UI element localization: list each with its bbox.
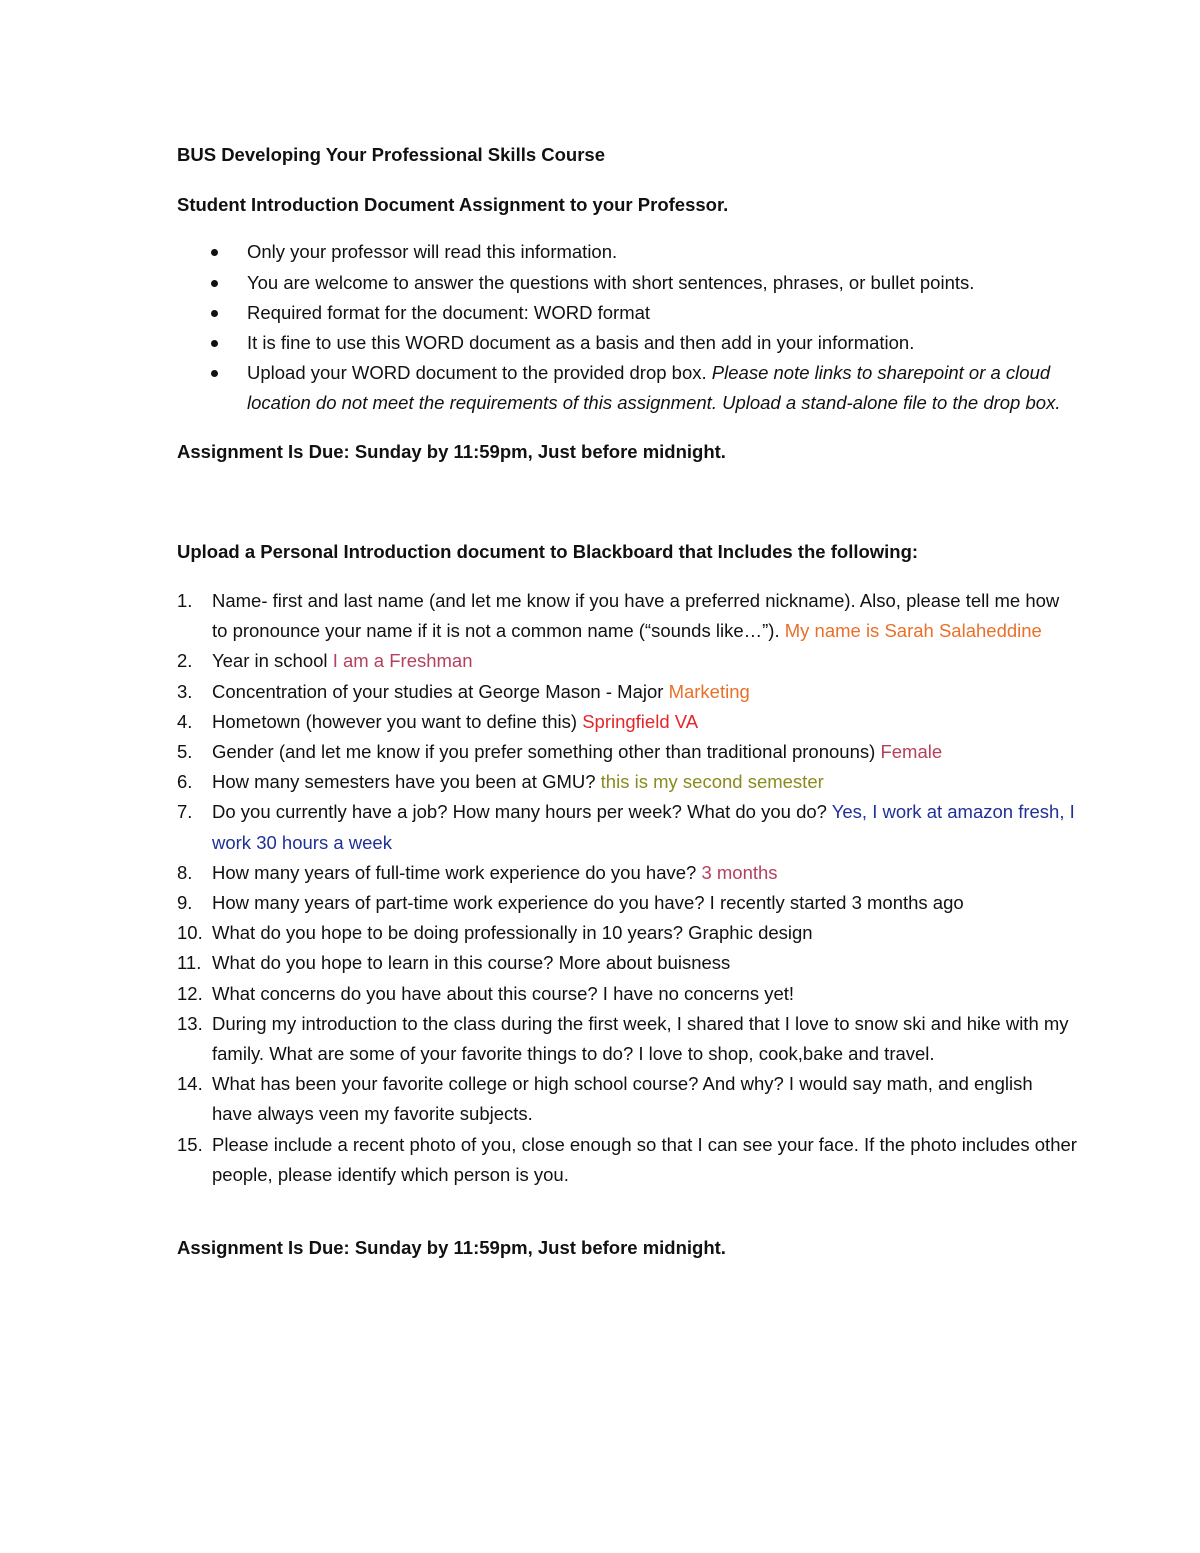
question-item — [177, 767, 1077, 797]
question-text: Name- first and last name (and let me know if you have a preferred nickname). Also, please tell me how to pronounce your name if it is not a common name (“sounds like…”). — [212, 590, 1060, 642]
due-notice: Assignment Is Due: Sunday by 11:59pm, Just before midnight. — [177, 440, 726, 462]
answer-text: this is my second semester — [600, 771, 824, 793]
bullet-text: Only your professor will read this information. — [247, 241, 618, 263]
question-text: Do you currently have a job? How many hours per week? What do you do? — [212, 801, 832, 823]
question-number: 8. — [177, 861, 193, 883]
upload-heading: Upload a Personal Introduction document to Blackboard that Includes the following: — [177, 540, 919, 562]
bullet-item — [177, 298, 1077, 328]
question-number: 2. — [177, 650, 193, 672]
course-title: BUS Developing Your Professional Skills Course — [177, 144, 606, 165]
bullet-item — [177, 358, 1077, 418]
answer-text: I am a Freshman — [332, 650, 473, 672]
question-number: 6. — [177, 771, 193, 793]
question-item — [177, 888, 1077, 918]
bullet-dot-icon — [211, 370, 218, 377]
question-item — [177, 858, 1077, 888]
question-number: 9. — [177, 892, 193, 914]
question-item — [177, 1069, 1077, 1129]
bullet-text: Required format for the document: WORD format — [247, 301, 651, 323]
assignment-title: Student Introduction Document Assignment to your Professor. — [177, 194, 729, 216]
question-number: 1. — [177, 590, 193, 612]
question-text: What has been your favorite college or high school course? And why? I would say math, and english have always veen my favorite subjects. — [212, 1073, 1033, 1125]
question-number: 5. — [177, 741, 193, 763]
question-text: Hometown (however you want to define this) — [212, 710, 583, 732]
question-number: 14. — [177, 1073, 203, 1095]
question-text: How many semesters have you been at GMU? — [212, 771, 601, 793]
question-item — [177, 707, 1077, 737]
question-text: How many years of part-time work experience do you have? I recently started 3 months ago — [212, 892, 964, 914]
bullet-text: Upload your WORD document to the provided drop box. — [247, 362, 712, 384]
question-number: 7. — [177, 801, 193, 823]
question-text: Please include a recent photo of you, close enough so that I can see your face. If the photo includes other people, please identify which person is you. — [212, 1133, 1077, 1185]
question-item — [177, 677, 1077, 707]
bullet-item — [177, 328, 1077, 358]
question-number: 12. — [177, 982, 203, 1004]
question-text: What concerns do you have about this course? I have no concerns yet! — [212, 982, 795, 1004]
bullet-text: You are welcome to answer the questions with short sentences, phrases, or bullet points. — [247, 271, 975, 293]
answer-text: Yes, I work at amazon fresh, I work 30 hours a week — [212, 801, 1075, 853]
question-item — [177, 1130, 1077, 1190]
question-item — [177, 979, 1077, 1009]
question-item — [177, 586, 1077, 646]
answer-text: Female — [880, 741, 943, 763]
question-item — [177, 918, 1077, 948]
question-number: 10. — [177, 922, 203, 944]
bullet-item — [177, 268, 1077, 298]
bullet-dot-icon — [211, 249, 218, 256]
bullet-dot-icon — [211, 340, 218, 347]
question-text: Year in school — [212, 650, 333, 672]
question-item — [177, 737, 1077, 767]
question-item — [177, 948, 1077, 978]
question-text: Gender (and let me know if you prefer something other than traditional pronouns) — [212, 741, 881, 763]
question-number: 11. — [177, 952, 202, 974]
bullet-italic-note: Please note links to sharepoint or a cloud location do not meet the requirements of this assignment. Upload a stand-alone file to the drop box. — [247, 362, 1061, 414]
instruction-bullets — [177, 237, 1077, 418]
question-text: What do you hope to learn in this course? More about buisness — [212, 952, 731, 974]
questions-list — [177, 586, 1077, 1190]
document-body — [177, 140, 1077, 1263]
bullet-dot-icon — [211, 310, 218, 317]
question-number: 3. — [177, 680, 193, 702]
due-notice-bottom: Assignment Is Due: Sunday by 11:59pm, Just before midnight. — [177, 1237, 726, 1259]
question-number: 15. — [177, 1133, 203, 1155]
question-text: How many years of full-time work experience do you have? — [212, 861, 702, 883]
question-number: 4. — [177, 710, 193, 732]
bullet-dot-icon — [211, 280, 218, 287]
question-text: During my introduction to the class during the first week, I shared that I love to snow ski and hike with my family. What are some of your favorite things to do? I love to shop, cook,bake and travel. — [212, 1012, 1069, 1065]
question-item — [177, 797, 1077, 857]
bullet-item — [177, 237, 1077, 267]
question-text: What do you hope to be doing professionally in 10 years? Graphic design — [212, 922, 813, 944]
question-item — [177, 1009, 1077, 1069]
question-text: Concentration of your studies at George Mason - Major — [212, 680, 669, 702]
answer-text: My name is Sarah Salaheddine — [784, 620, 1042, 642]
question-number: 13. — [177, 1012, 203, 1034]
answer-text: 3 months — [701, 861, 778, 883]
question-item — [177, 646, 1077, 676]
answer-text: Marketing — [668, 680, 750, 702]
bullet-text: It is fine to use this WORD document as a basis and then add in your information. — [247, 332, 915, 354]
answer-text: Springfield VA — [582, 710, 699, 732]
